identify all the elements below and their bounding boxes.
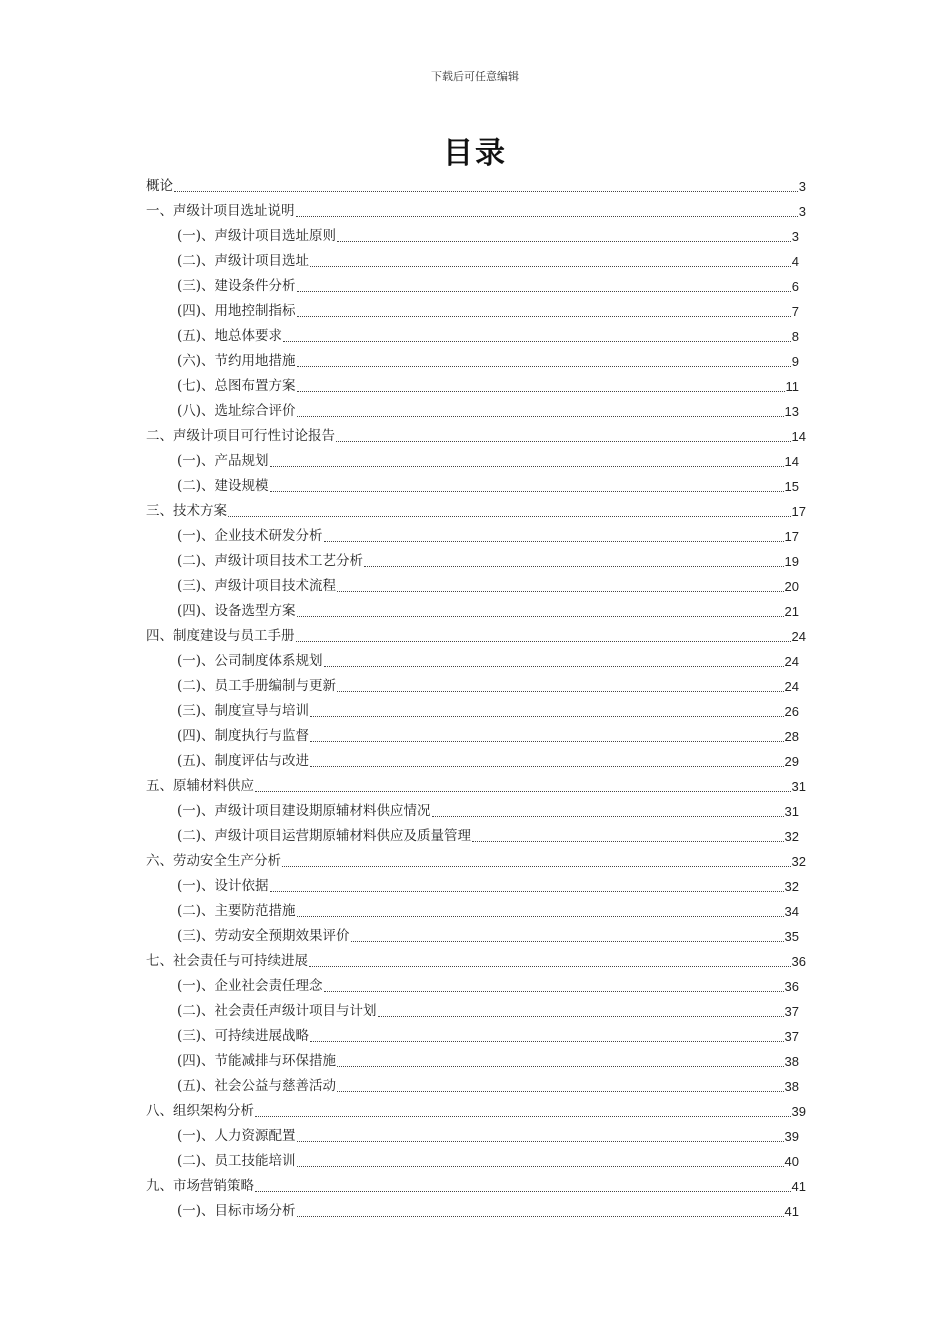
- dot-leader: [228, 515, 791, 517]
- toc-entry-title: (二)、员工技能培训: [177, 1153, 296, 1169]
- table-of-contents: [146, 174, 806, 1224]
- toc-entry-title: (六)、节约用地措施: [177, 353, 296, 369]
- dot-leader: [432, 815, 784, 817]
- toc-page-number: 14: [784, 454, 799, 469]
- toc-page-number: 29: [784, 754, 799, 769]
- toc-entry[interactable]: [146, 724, 799, 749]
- dot-leader: [310, 715, 783, 717]
- toc-page-number: 4: [791, 254, 799, 269]
- toc-entry-title: (一)、目标市场分析: [177, 1203, 296, 1219]
- toc-entry[interactable]: [146, 549, 799, 574]
- toc-entry[interactable]: [146, 274, 799, 299]
- toc-entry-title: (一)、企业技术研发分析: [177, 528, 323, 544]
- toc-page-number: 24: [784, 654, 799, 669]
- toc-entry-title: (五)、制度评估与改进: [177, 753, 310, 769]
- toc-entry-title: (三)、建设条件分析: [177, 278, 296, 294]
- dot-leader: [282, 865, 791, 867]
- toc-entry[interactable]: [146, 224, 799, 249]
- toc-entry-title: (二)、声级计项目运营期原辅材料供应及质量管理: [177, 828, 472, 844]
- dot-leader: [337, 240, 791, 242]
- toc-page-number: 26: [784, 704, 799, 719]
- toc-entry-title: (一)、产品规划: [177, 453, 269, 469]
- toc-page-number: 39: [784, 1129, 799, 1144]
- toc-entry[interactable]: [146, 424, 806, 449]
- toc-entry[interactable]: [146, 824, 799, 849]
- toc-entry[interactable]: [146, 299, 799, 324]
- dot-leader: [337, 690, 783, 692]
- dot-leader: [297, 290, 791, 292]
- toc-entry[interactable]: [146, 849, 806, 874]
- toc-page-number: 17: [791, 504, 806, 519]
- toc-entry[interactable]: [146, 174, 806, 199]
- toc-page-number: 8: [791, 329, 799, 344]
- toc-entry[interactable]: [146, 374, 799, 399]
- toc-entry-title: (二)、建设规模: [177, 478, 269, 494]
- page-title: 目录: [443, 136, 507, 171]
- toc-page-number: 15: [784, 479, 799, 494]
- dot-leader: [174, 190, 798, 192]
- toc-page-number: 41: [791, 1179, 806, 1194]
- toc-page-number: 31: [791, 779, 806, 794]
- dot-leader: [297, 315, 791, 317]
- toc-page-number: 39: [791, 1104, 806, 1119]
- toc-entry[interactable]: [146, 474, 799, 499]
- toc-page-number: 31: [784, 804, 799, 819]
- toc-page-number: 13: [784, 404, 799, 419]
- dot-leader: [337, 1065, 783, 1067]
- toc-page-number: 6: [791, 279, 799, 294]
- dot-leader: [297, 615, 784, 617]
- toc-entry-title: (四)、制度执行与监督: [177, 728, 310, 744]
- toc-entry[interactable]: [146, 1049, 799, 1074]
- dot-leader: [296, 640, 791, 642]
- toc-entry[interactable]: [146, 1174, 806, 1199]
- toc-entry-title: 六、劳动安全生产分析: [146, 853, 281, 869]
- dot-leader: [324, 990, 784, 992]
- toc-page-number: 20: [784, 579, 799, 594]
- toc-entry[interactable]: [146, 974, 799, 999]
- dot-leader: [378, 1015, 784, 1017]
- toc-entry[interactable]: [146, 1074, 799, 1099]
- dot-leader: [255, 1115, 791, 1117]
- toc-page-number: 24: [784, 679, 799, 694]
- toc-entry[interactable]: [146, 449, 799, 474]
- toc-page-number: 7: [791, 304, 799, 319]
- dot-leader: [309, 965, 791, 967]
- toc-entry-title: 一、声级计项目选址说明: [146, 203, 295, 219]
- toc-entry-title: (一)、公司制度体系规划: [177, 653, 323, 669]
- toc-entry-title: 四、制度建设与员工手册: [146, 628, 295, 644]
- toc-entry-title: (四)、设备选型方案: [177, 603, 296, 619]
- toc-entry-title: 七、社会责任与可持续进展: [146, 953, 308, 969]
- toc-entry[interactable]: [146, 749, 799, 774]
- dot-leader: [310, 765, 783, 767]
- toc-page-number: 38: [784, 1054, 799, 1069]
- dot-leader: [297, 390, 785, 392]
- dot-leader: [297, 415, 784, 417]
- toc-entry-title: (二)、主要防范措施: [177, 903, 296, 919]
- toc-entry[interactable]: [146, 1099, 806, 1124]
- dot-leader: [297, 1165, 784, 1167]
- toc-entry-title: (一)、设计依据: [177, 878, 269, 894]
- toc-entry[interactable]: [146, 1149, 799, 1174]
- toc-entry[interactable]: [146, 524, 799, 549]
- dot-leader: [297, 915, 784, 917]
- dot-leader: [310, 740, 783, 742]
- toc-entry[interactable]: [146, 924, 799, 949]
- toc-page-number: 41: [784, 1204, 799, 1219]
- toc-entry[interactable]: [146, 649, 799, 674]
- header-note: 下载后可任意编辑: [431, 70, 519, 83]
- toc-entry[interactable]: [146, 499, 806, 524]
- toc-entry-title: (三)、劳动安全预期效果评价: [177, 928, 350, 944]
- toc-page-number: 21: [784, 604, 799, 619]
- toc-page-number: 3: [791, 229, 799, 244]
- toc-page-number: 38: [784, 1079, 799, 1094]
- toc-page-number: 32: [791, 854, 806, 869]
- toc-entry-title: 概论: [146, 178, 173, 194]
- toc-entry[interactable]: [146, 1124, 799, 1149]
- toc-entry[interactable]: [146, 874, 799, 899]
- toc-page-number: 9: [791, 354, 799, 369]
- toc-entry-title: (一)、人力资源配置: [177, 1128, 296, 1144]
- toc-entry-title: (八)、选址综合评价: [177, 403, 296, 419]
- toc-entry-title: (二)、声级计项目技术工艺分析: [177, 553, 364, 569]
- toc-page-number: 37: [784, 1004, 799, 1019]
- toc-entry-title: (一)、企业社会责任理念: [177, 978, 323, 994]
- toc-entry-title: (一)、声级计项目选址原则: [177, 228, 337, 244]
- toc-entry-title: (四)、用地控制指标: [177, 303, 296, 319]
- dot-leader: [297, 365, 791, 367]
- toc-entry[interactable]: [146, 774, 806, 799]
- dot-leader: [336, 440, 791, 442]
- dot-leader: [324, 665, 784, 667]
- toc-page-number: 32: [784, 829, 799, 844]
- toc-page-number: 17: [784, 529, 799, 544]
- toc-entry-title: 五、原辅材料供应: [146, 778, 254, 794]
- dot-leader: [337, 1090, 783, 1092]
- dot-leader: [296, 215, 798, 217]
- dot-leader: [324, 540, 784, 542]
- toc-page-number: 14: [791, 429, 806, 444]
- toc-page-number: 35: [784, 929, 799, 944]
- toc-entry[interactable]: [146, 1024, 799, 1049]
- toc-entry[interactable]: [146, 574, 799, 599]
- toc-page-number: 40: [784, 1154, 799, 1169]
- toc-entry-title: (二)、员工手册编制与更新: [177, 678, 337, 694]
- toc-entry[interactable]: [146, 324, 799, 349]
- dot-leader: [283, 340, 791, 342]
- toc-entry[interactable]: [146, 599, 799, 624]
- toc-page-number: 28: [784, 729, 799, 744]
- toc-entry[interactable]: [146, 799, 799, 824]
- toc-entry-title: (三)、声级计项目技术流程: [177, 578, 337, 594]
- dot-leader: [310, 1040, 783, 1042]
- dot-leader: [270, 490, 784, 492]
- dot-leader: [310, 265, 791, 267]
- toc-entry[interactable]: [146, 399, 799, 424]
- dot-leader: [364, 565, 783, 567]
- dot-leader: [297, 1140, 784, 1142]
- dot-leader: [255, 1190, 791, 1192]
- toc-entry[interactable]: [146, 674, 799, 699]
- dot-leader: [297, 1215, 784, 1217]
- dot-leader: [270, 465, 784, 467]
- toc-page-number: 3: [798, 204, 806, 219]
- toc-entry[interactable]: [146, 1199, 799, 1224]
- toc-page-number: 3: [798, 179, 806, 194]
- toc-entry[interactable]: [146, 199, 806, 224]
- toc-entry-title: 九、市场营销策略: [146, 1178, 254, 1194]
- toc-entry-title: (二)、声级计项目选址: [177, 253, 310, 269]
- toc-entry-title: 八、组织架构分析: [146, 1103, 254, 1119]
- toc-entry[interactable]: [146, 949, 806, 974]
- toc-entry-title: (七)、总图布置方案: [177, 378, 296, 394]
- toc-page-number: 37: [784, 1029, 799, 1044]
- toc-entry-title: (五)、地总体要求: [177, 328, 283, 344]
- toc-entry-title: (三)、可持续进展战略: [177, 1028, 310, 1044]
- toc-entry-title: (二)、社会责任声级计项目与计划: [177, 1003, 377, 1019]
- dot-leader: [337, 590, 783, 592]
- dot-leader: [351, 940, 784, 942]
- toc-entry-title: (三)、制度宣导与培训: [177, 703, 310, 719]
- toc-entry-title: (一)、声级计项目建设期原辅材料供应情况: [177, 803, 431, 819]
- dot-leader: [472, 840, 783, 842]
- toc-entry-title: (四)、节能减排与环保措施: [177, 1053, 337, 1069]
- toc-page-number: 34: [784, 904, 799, 919]
- toc-entry[interactable]: [146, 249, 799, 274]
- dot-leader: [255, 790, 791, 792]
- dot-leader: [270, 890, 784, 892]
- toc-page-number: 36: [791, 954, 806, 969]
- toc-entry[interactable]: [146, 699, 799, 724]
- toc-entry[interactable]: [146, 624, 806, 649]
- toc-page-number: 36: [784, 979, 799, 994]
- toc-entry-title: (五)、社会公益与慈善活动: [177, 1078, 337, 1094]
- toc-entry[interactable]: [146, 999, 799, 1024]
- toc-entry[interactable]: [146, 899, 799, 924]
- toc-page-number: 32: [784, 879, 799, 894]
- toc-page-number: 24: [791, 629, 806, 644]
- toc-page-number: 11: [785, 379, 799, 394]
- toc-page-number: 19: [784, 554, 799, 569]
- toc-entry-title: 三、技术方案: [146, 503, 227, 519]
- toc-entry[interactable]: [146, 349, 799, 374]
- toc-entry-title: 二、声级计项目可行性讨论报告: [146, 428, 335, 444]
